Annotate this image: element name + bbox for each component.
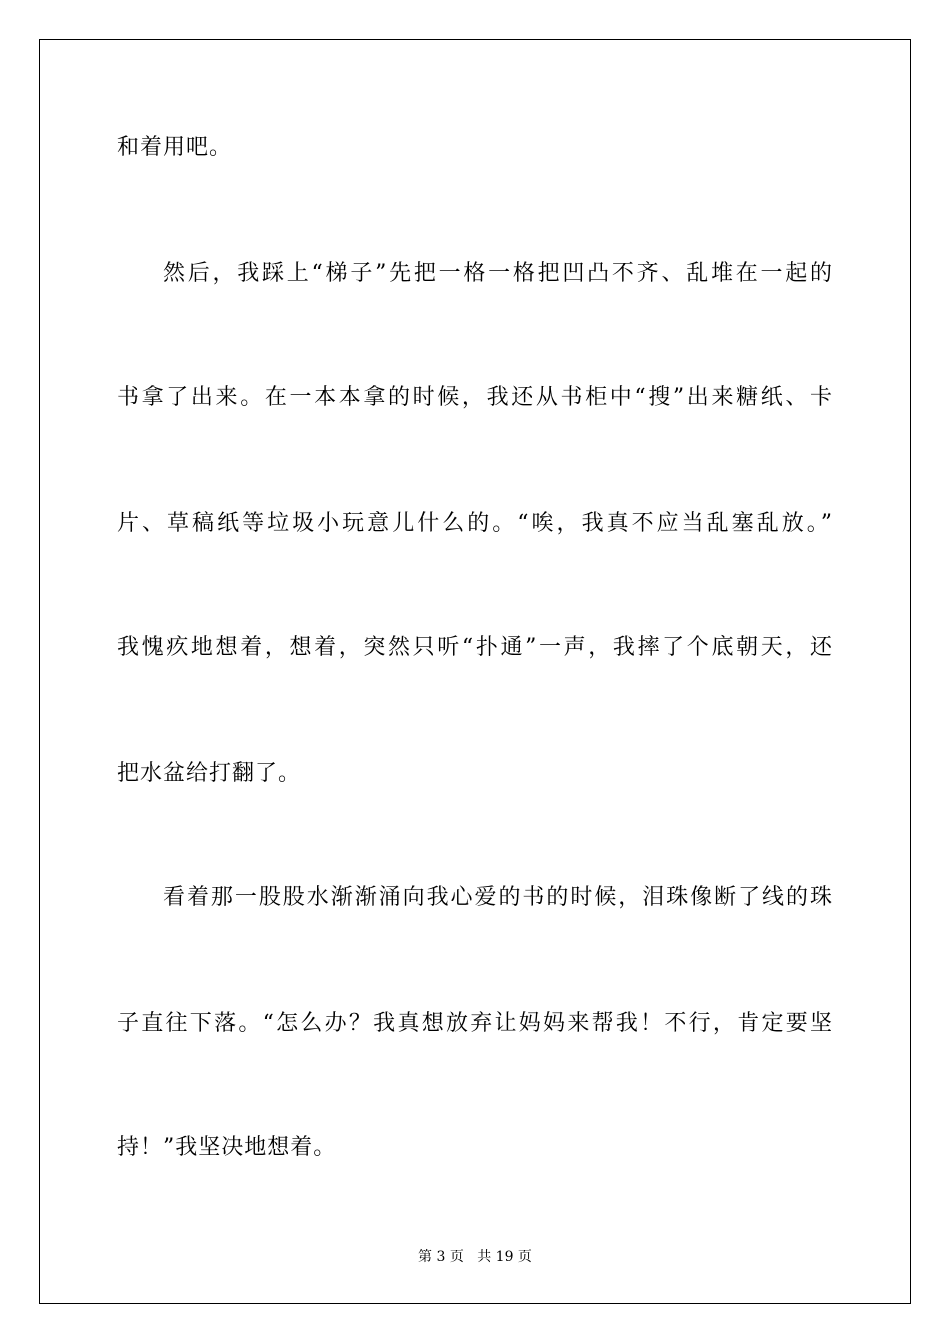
text-line: 把水盆给打翻了。 xyxy=(117,761,302,786)
text-line: 看着那一股股水渐渐涌向我心爱的书的时候，泪珠像断了线的珠 xyxy=(163,885,833,910)
page-footer xyxy=(0,1247,950,1267)
text-line: 持！”我坚决地想着。 xyxy=(117,1135,337,1160)
text-line: 片、草稿纸等垃圾小玩意儿什么的。“唉，我真不应当乱塞乱放。” xyxy=(117,511,833,536)
text-line: 然后，我踩上“梯子”先把一格一格把凹凸不齐、乱堆在一起的 xyxy=(163,261,833,286)
page-total: 共 19 页 xyxy=(477,1249,532,1265)
text-line: 和着用吧。 xyxy=(117,135,233,160)
text-line: 子直往下落。“怎么办？我真想放弃让妈妈来帮我！不行，肯定要坚 xyxy=(117,1011,833,1036)
page-border xyxy=(39,39,911,1304)
text-line: 书拿了出来。在一本本拿的时候，我还从书柜中“搜”出来糖纸、卡 xyxy=(117,385,833,410)
page-number: 第 3 页 xyxy=(418,1249,464,1265)
text-line: 我愧疚地想着，想着，突然只听“扑通”一声，我摔了个底朝天，还 xyxy=(117,635,833,660)
